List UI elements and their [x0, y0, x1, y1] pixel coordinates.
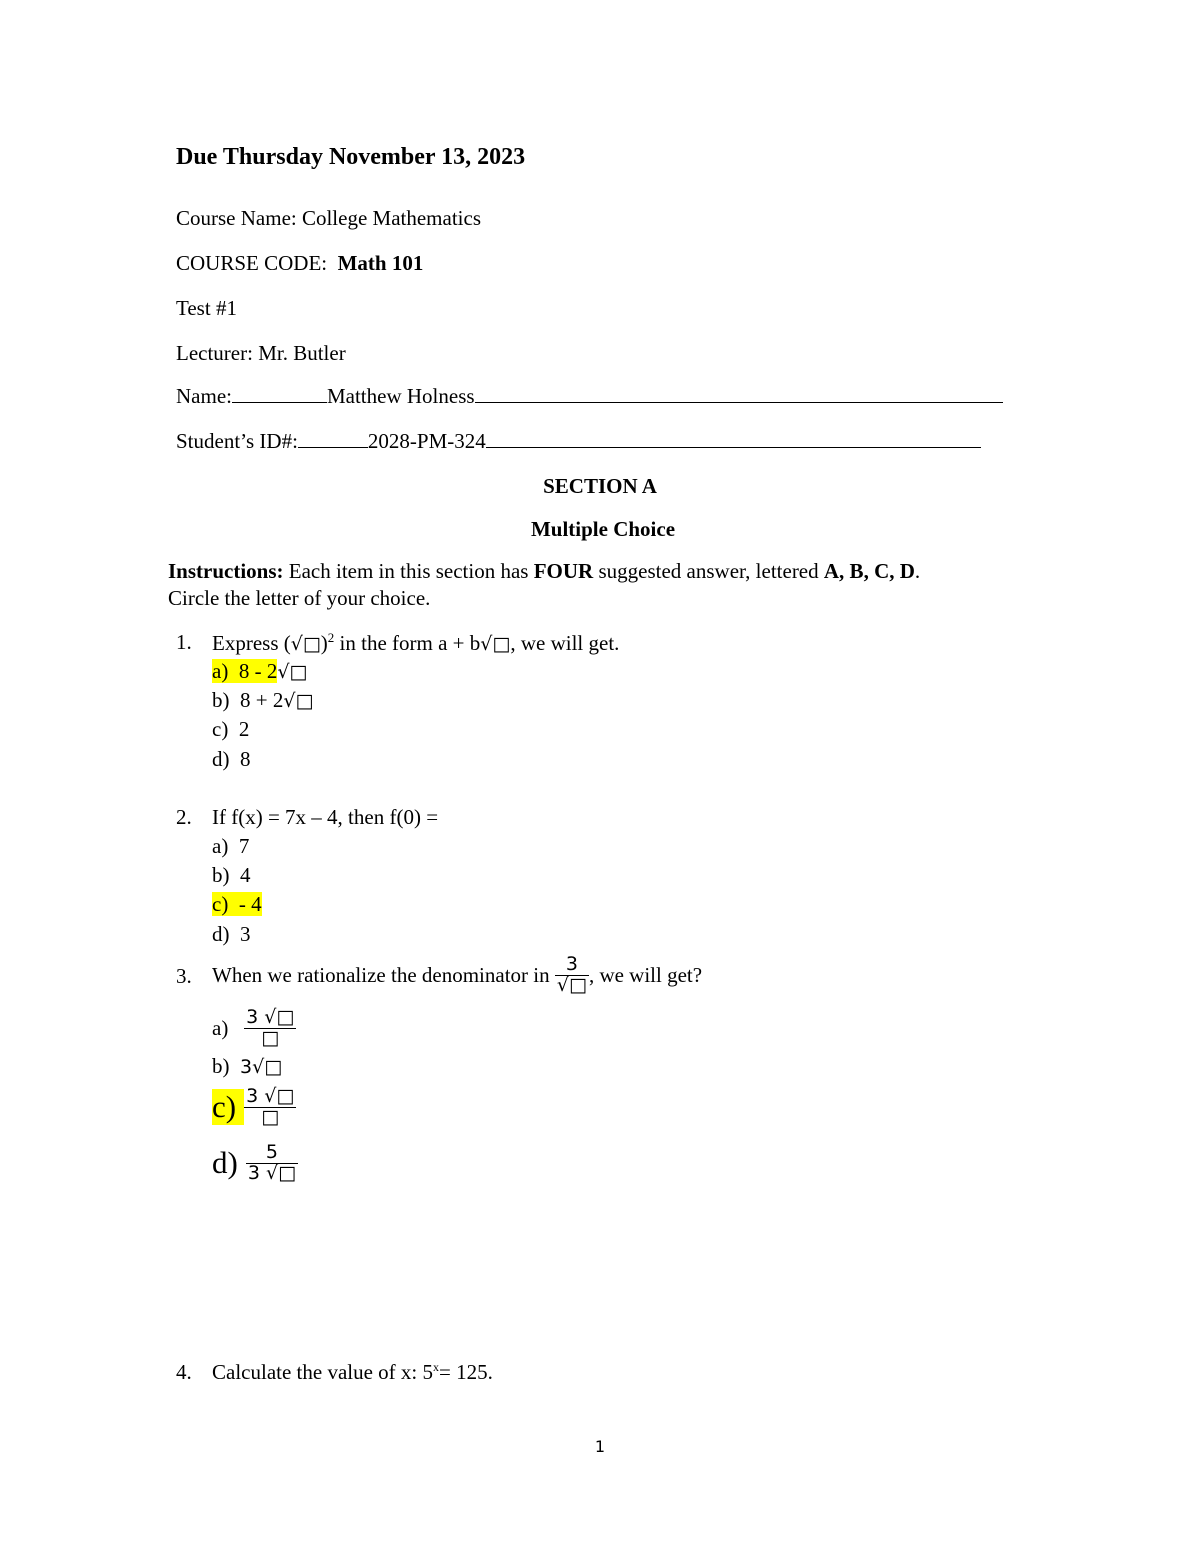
- fraction-numerator: 3 √□: [246, 1084, 295, 1107]
- option-letter: d): [212, 1145, 238, 1180]
- sqrt-placeholder-icon: √□: [277, 661, 308, 683]
- q1-option-a[interactable]: [212, 659, 307, 684]
- fraction-numerator: 3: [555, 955, 589, 976]
- q1-stem-b: ): [320, 631, 328, 655]
- option-text: 7: [238, 834, 250, 858]
- question-3-stem: [212, 949, 702, 1001]
- name-underline-leading: [232, 401, 327, 403]
- q2-option-a[interactable]: [212, 834, 249, 859]
- test-number: Test #1: [176, 296, 237, 320]
- id-underline-trailing: [486, 446, 981, 448]
- option-letter: b): [212, 863, 230, 887]
- q4-stem-b: = 125.: [439, 1360, 493, 1384]
- option-text: 2: [238, 717, 250, 741]
- course-code-line: [176, 251, 423, 276]
- sqrt-placeholder-icon: √□: [290, 633, 321, 655]
- student-id-value: 2028-PM-324: [367, 429, 486, 453]
- page-number: 1: [594, 1437, 606, 1456]
- student-id-line: [176, 429, 981, 454]
- name-underline-trailing: [475, 401, 1003, 403]
- option-text: - 4: [238, 892, 262, 916]
- q1-option-d[interactable]: [212, 747, 251, 772]
- q1-stem-d: , we will get.: [510, 631, 620, 655]
- option-text: 8 + 2: [240, 688, 284, 712]
- option-fraction: [246, 1140, 298, 1184]
- option-letter: c): [212, 892, 229, 916]
- option-letter: d): [212, 922, 230, 946]
- fraction-denominator: 3 √□: [247, 1161, 297, 1184]
- instructions-line-1: [168, 559, 920, 584]
- instructions-line-2: Circle the letter of your choice.: [168, 586, 431, 610]
- student-id-label: Student’s ID#:: [176, 429, 298, 453]
- instructions-text-2: suggested answer, lettered: [593, 559, 824, 583]
- q3-option-c[interactable]: [212, 1082, 296, 1132]
- q1-option-b[interactable]: [212, 688, 313, 713]
- option-letter: b): [212, 688, 230, 712]
- name-label: Name:: [176, 384, 232, 408]
- q3-stem-fraction: [555, 952, 589, 996]
- sqrt-placeholder-icon: √□: [480, 633, 511, 655]
- fraction-denominator: √□: [556, 973, 587, 996]
- option-letter: b): [212, 1054, 230, 1078]
- fraction-denominator: □: [261, 1105, 280, 1128]
- question-2-number: 2.: [176, 805, 192, 829]
- fraction-denominator: □: [261, 1026, 280, 1049]
- q3-option-b[interactable]: [212, 1054, 282, 1079]
- q3-option-a[interactable]: [212, 1004, 296, 1052]
- section-title: SECTION A: [543, 474, 657, 498]
- course-code-label: COURSE CODE:: [176, 251, 328, 275]
- option-fraction: [244, 1005, 296, 1049]
- option-letter: a): [212, 1015, 229, 1040]
- option-fraction: [244, 1084, 296, 1128]
- instructions-letters: A, B, C, D: [823, 559, 915, 583]
- q4-stem-a: Calculate the value of x: 5: [212, 1360, 434, 1384]
- q1-option-c[interactable]: [212, 717, 249, 742]
- question-4-stem: [212, 1360, 493, 1385]
- question-1-stem: [212, 630, 619, 656]
- due-date-heading: Due Thursday November 13, 2023: [176, 144, 526, 170]
- instructions-text-3: .: [914, 559, 921, 583]
- instructions-text-1: Each item in this section has: [283, 559, 534, 583]
- question-1-number: 1.: [176, 630, 192, 654]
- q3-stem-b: , we will get?: [588, 962, 703, 987]
- option-text: 4: [240, 863, 251, 887]
- q1-option-a-highlight: [212, 659, 277, 683]
- fraction-numerator: 3 √□: [246, 1005, 295, 1028]
- q1-exponent: 2: [327, 630, 335, 645]
- option-letter: d): [212, 747, 230, 771]
- section-subtitle: Multiple Choice: [530, 517, 676, 541]
- option-letter: c): [212, 1089, 244, 1125]
- question-4-number: 4.: [176, 1360, 192, 1384]
- q3-stem-a: When we rationalize the denominator in: [212, 962, 550, 987]
- option-letter: a): [212, 834, 229, 858]
- option-letter: c): [212, 717, 229, 741]
- q1-stem-a: Express (: [212, 631, 291, 655]
- q2-option-c-highlight: [212, 892, 262, 916]
- instructions-label: Instructions:: [168, 559, 284, 583]
- course-name: Course Name: College Mathematics: [176, 206, 482, 230]
- option-text: 8 - 2: [238, 659, 278, 683]
- student-name: Matthew Holness: [326, 384, 475, 408]
- option-text: 3√□: [240, 1056, 283, 1078]
- question-2-stem: If f(x) = 7x – 4, then f(0) =: [212, 805, 439, 829]
- course-code-value: Math 101: [337, 251, 424, 275]
- q4-exponent: x: [433, 1360, 440, 1374]
- q2-option-c[interactable]: [212, 892, 262, 917]
- q2-option-d[interactable]: [212, 922, 251, 947]
- name-line: [176, 384, 1003, 409]
- lecturer: Lecturer: Mr. Butler: [176, 341, 346, 365]
- sqrt-placeholder-icon: √□: [283, 690, 314, 712]
- fraction-numerator: 5: [246, 1143, 298, 1164]
- option-text: 8: [240, 747, 251, 771]
- option-letter: a): [212, 659, 229, 683]
- question-3-number: 3.: [176, 964, 192, 988]
- instructions-four: FOUR: [533, 559, 594, 583]
- q2-option-b[interactable]: [212, 863, 251, 888]
- q1-stem-c: in the form a + b: [334, 631, 481, 655]
- q3-option-d[interactable]: [212, 1136, 298, 1190]
- id-underline-leading: [298, 446, 368, 448]
- option-text: 3: [240, 922, 251, 946]
